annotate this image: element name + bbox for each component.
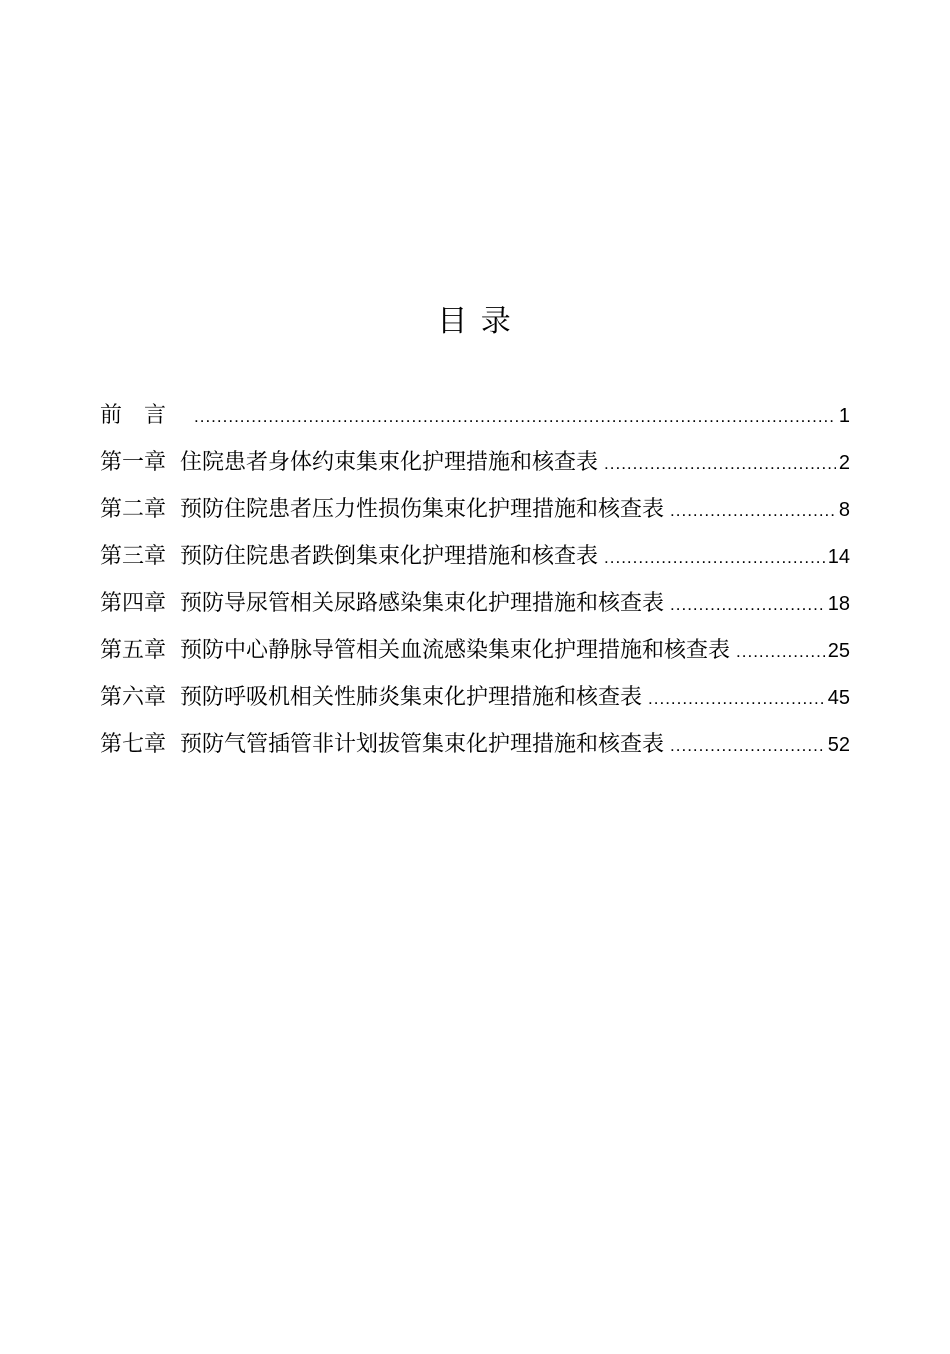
toc-list xyxy=(100,397,850,773)
toc-entry-label xyxy=(100,444,598,482)
toc-chapter-label: 第七章 xyxy=(100,732,167,757)
toc-chapter-label: 第三章 xyxy=(100,544,167,569)
toc-entry-chapter-4 xyxy=(100,585,850,632)
toc-leader-dots xyxy=(604,445,836,483)
toc-leader-dots xyxy=(736,633,825,671)
toc-entry-chapter-2 xyxy=(100,491,850,538)
toc-page-number: 18 xyxy=(827,593,850,615)
toc-leader-dots xyxy=(670,492,836,530)
toc-entry-label xyxy=(100,397,188,435)
toc-chapter-title: 预防导尿管相关尿路感染集束化护理措施和核查表 xyxy=(180,591,665,616)
toc-entry-label xyxy=(100,585,664,623)
toc-title: 目 录 xyxy=(437,304,513,339)
toc-chapter-label: 第五章 xyxy=(100,638,167,663)
toc-entry-label xyxy=(100,538,598,576)
toc-leader-dots xyxy=(670,586,825,624)
toc-page-number: 2 xyxy=(838,452,850,474)
toc-chapter-title: 住院患者身体约束集束化护理措施和核查表 xyxy=(180,450,599,475)
toc-chapter-label: 第四章 xyxy=(100,591,167,616)
toc-chapter-title: 预防中心静脉导管相关血流感染集束化护理措施和核查表 xyxy=(180,638,731,663)
toc-entry-chapter-6 xyxy=(100,679,850,726)
toc-entry-chapter-7 xyxy=(100,726,850,773)
toc-leader-dots xyxy=(194,398,836,436)
toc-leader-dots xyxy=(604,539,825,577)
toc-page-number: 1 xyxy=(838,405,850,427)
toc-page-number: 14 xyxy=(827,546,850,568)
toc-leader-dots xyxy=(648,680,825,718)
toc-chapter-label: 第二章 xyxy=(100,497,167,522)
toc-entry-chapter-5 xyxy=(100,632,850,679)
toc-page-number: 52 xyxy=(827,734,850,756)
toc-entry-label xyxy=(100,632,730,670)
toc-entry-label xyxy=(100,491,664,529)
toc-chapter-label: 第六章 xyxy=(100,685,167,710)
toc-entry-label xyxy=(100,726,664,764)
toc-chapter-label: 前言 xyxy=(100,403,189,428)
toc-page-number: 8 xyxy=(838,499,850,521)
toc-chapter-title: 预防气管插管非计划拔管集束化护理措施和核查表 xyxy=(180,732,665,757)
toc-entry-chapter-3 xyxy=(100,538,850,585)
toc-chapter-title: 预防呼吸机相关性肺炎集束化护理措施和核查表 xyxy=(180,685,643,710)
toc-chapter-title: 预防住院患者压力性损伤集束化护理措施和核查表 xyxy=(180,497,665,522)
toc-leader-dots xyxy=(670,727,825,765)
toc-entry-label xyxy=(100,679,642,717)
toc-entry-chapter-1 xyxy=(100,444,850,491)
toc-entry-preface xyxy=(100,397,850,444)
toc-chapter-title: 预防住院患者跌倒集束化护理措施和核查表 xyxy=(180,544,599,569)
toc-page-number: 25 xyxy=(827,640,850,662)
toc-page-number: 45 xyxy=(827,687,850,709)
toc-chapter-label: 第一章 xyxy=(100,450,167,475)
